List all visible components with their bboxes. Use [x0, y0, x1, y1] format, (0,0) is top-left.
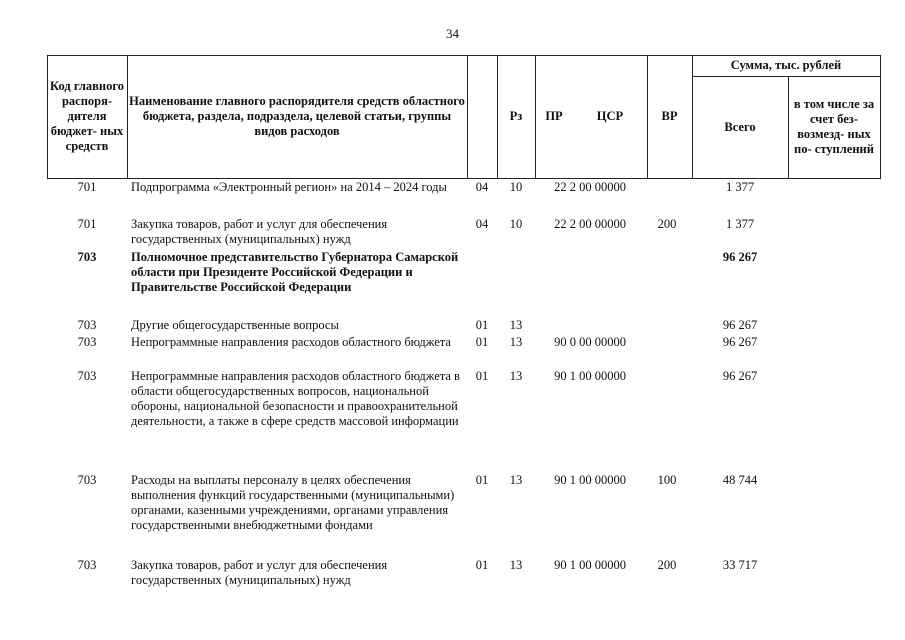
header-csr: ЦСР: [596, 109, 624, 123]
row-pr: 13: [509, 335, 523, 349]
header-name: Наименование главного распорядителя средств областного бюджета, раздела, подраздела, целевой статьи, группы видов расходов: [129, 94, 465, 138]
row-rz: 01: [475, 558, 489, 572]
row-name: Непрограммные направления расходов областного бюджета в области общегосударственных вопросов, национальной обороны, национальной безопасности и правоохранительной деятельности, а также в сфере средств массовой информации: [131, 369, 460, 428]
header-total: Всего: [724, 119, 756, 134]
header-border-kod: [127, 55, 128, 179]
header-vr: ВР: [661, 109, 678, 123]
row-csr: 22 2 00 00000: [554, 217, 626, 231]
row-rz: 04: [475, 217, 489, 231]
row-kod: 701: [77, 180, 97, 194]
row-total: 96 267: [722, 250, 758, 264]
row-total: 96 267: [722, 369, 758, 383]
table-row: [47, 473, 880, 558]
header-free: в том числе за счет без- возмезд- ных по- ступлений: [793, 97, 875, 156]
header-kod: Код главного распоря- дителя бюджет- ных средств: [50, 79, 124, 153]
row-name: Расходы на выплаты персоналу в целях обеспечения выполнения функций государственными (муниципальными) органами, казенными учреждениями, органами управления государственными внебюджетными фондами: [131, 473, 455, 532]
row-pr: 13: [509, 369, 523, 383]
row-csr: 90 1 00 00000: [554, 369, 626, 383]
row-kod: 703: [77, 250, 97, 264]
row-total: 96 267: [722, 335, 758, 349]
row-rz: 01: [475, 369, 489, 383]
table-row: [47, 558, 880, 592]
row-kod: 703: [77, 473, 97, 487]
table-row: [47, 180, 880, 217]
row-rz: 01: [475, 318, 489, 332]
row-pr: 13: [509, 473, 523, 487]
table-row: [47, 335, 880, 369]
header-border-total: [788, 76, 789, 179]
table-row: [47, 369, 880, 473]
row-vr: 100: [657, 473, 677, 487]
row-name: Полномочное представительство Губернатора Самарской области при Президенте Российской Федерации и Правительстве Российской Федерации: [131, 250, 459, 294]
row-rz: 04: [475, 180, 489, 194]
row-csr: 90 1 00 00000: [554, 473, 626, 487]
row-total: 1 377: [725, 180, 755, 194]
row-name: Другие общегосударственные вопросы: [131, 318, 339, 332]
header-rz: Рз: [509, 109, 523, 123]
row-name: Непрограммные направления расходов областного бюджета: [131, 335, 451, 349]
row-name: Подпрограмма «Электронный регион» на 2014 – 2024 годы: [131, 180, 447, 194]
row-vr: 200: [657, 558, 677, 572]
row-pr: 10: [509, 217, 523, 231]
row-csr: 90 1 00 00000: [554, 558, 626, 572]
header-border-name: [467, 55, 468, 179]
row-kod: 703: [77, 558, 97, 572]
table-row: [47, 318, 880, 335]
row-kod: 703: [77, 318, 97, 332]
table-header: [47, 55, 880, 179]
header-bottom-border: [47, 178, 880, 179]
row-csr: 22 2 00 00000: [554, 180, 626, 194]
row-vr: 200: [657, 217, 677, 231]
header-sum: Сумма, тыс. рублей: [730, 58, 842, 72]
row-rz: 01: [475, 473, 489, 487]
row-pr: 13: [509, 318, 523, 332]
row-pr: 13: [509, 558, 523, 572]
table-body: [47, 180, 880, 592]
row-total: 33 717: [722, 558, 758, 572]
row-total: 96 267: [722, 318, 758, 332]
page-number: 34: [446, 26, 459, 41]
row-name: Закупка товаров, работ и услуг для обеспечения государственных (муниципальных) нужд: [131, 558, 388, 587]
row-rz: 01: [475, 335, 489, 349]
row-kod: 703: [77, 369, 97, 383]
row-name: Закупка товаров, работ и услуг для обеспечения государственных (муниципальных) нужд: [131, 217, 388, 246]
row-kod: 703: [77, 335, 97, 349]
row-total: 1 377: [725, 217, 755, 231]
row-kod: 701: [77, 217, 97, 231]
row-total: 48 744: [722, 473, 758, 487]
table-row: [47, 217, 880, 250]
header-border-right: [880, 55, 881, 179]
header-pr: ПР: [545, 109, 563, 123]
row-pr: 10: [509, 180, 523, 194]
header-border-left: [47, 55, 48, 179]
table-row: [47, 250, 880, 318]
row-csr: 90 0 00 00000: [554, 335, 626, 349]
